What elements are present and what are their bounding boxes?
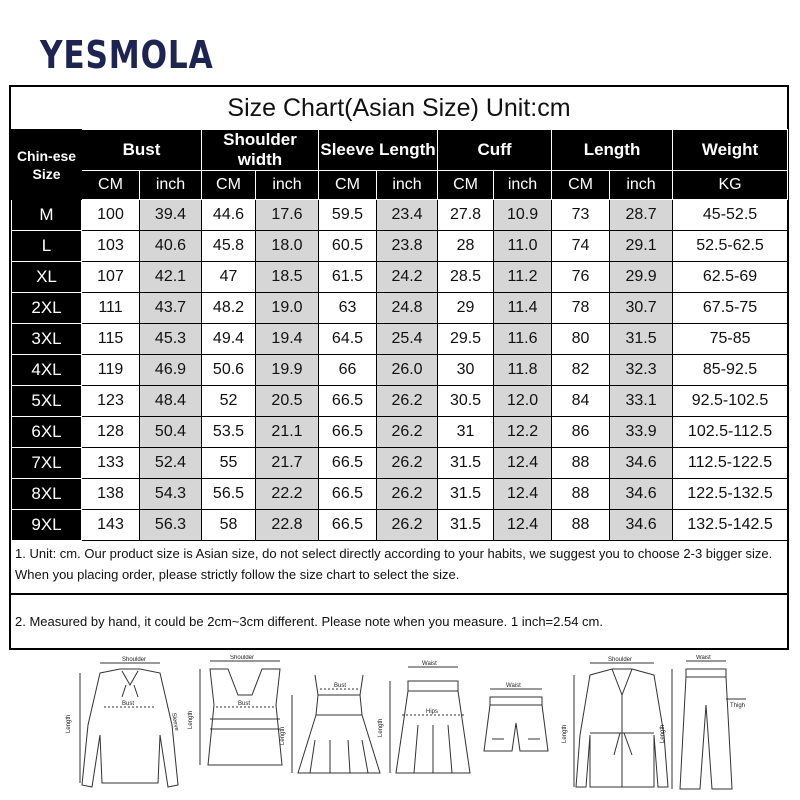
unit-header: KG xyxy=(673,171,788,200)
label-shoulder-2: Shoulder xyxy=(230,655,255,661)
weight-cell: 85-92.5 xyxy=(673,355,788,386)
cm-cell: 61.5 xyxy=(319,262,377,293)
cm-cell: 59.5 xyxy=(319,200,377,231)
cm-cell: 66.5 xyxy=(319,510,377,541)
unit-header: CM xyxy=(82,171,140,200)
cm-cell: 66.5 xyxy=(319,386,377,417)
size-label: XL xyxy=(12,262,82,293)
unit-header: inch xyxy=(256,171,319,200)
label-length-1: Length xyxy=(66,714,72,733)
cm-cell: 48.2 xyxy=(202,293,256,324)
brand-logo: YESMOLA xyxy=(40,33,214,77)
table-body xyxy=(12,200,788,541)
weight-cell: 45-52.5 xyxy=(673,200,788,231)
inch-cell: 12.4 xyxy=(494,448,552,479)
size-label: 6XL xyxy=(12,417,82,448)
inch-cell: 22.2 xyxy=(256,479,319,510)
cm-cell: 31.5 xyxy=(438,479,494,510)
table-row xyxy=(12,262,788,293)
inch-cell: 23.8 xyxy=(377,231,438,262)
cm-cell: 84 xyxy=(552,386,610,417)
inch-cell: 42.1 xyxy=(140,262,202,293)
inch-cell: 50.4 xyxy=(140,417,202,448)
inch-cell: 22.8 xyxy=(256,510,319,541)
inch-cell: 39.4 xyxy=(140,200,202,231)
cm-cell: 45.8 xyxy=(202,231,256,262)
note-unit: 1. Unit: cm. Our product size is Asian size, do not select directly according to your habits, we suggest you to choose 2-3 bigger size. When you placing order, please strictly follow the size chart to select the size. xyxy=(11,543,787,595)
label-length-2: Length xyxy=(188,710,194,729)
inch-cell: 19.4 xyxy=(256,324,319,355)
inch-cell: 48.4 xyxy=(140,386,202,417)
inch-cell: 11.6 xyxy=(494,324,552,355)
cm-cell: 103 xyxy=(82,231,140,262)
inch-cell: 19.9 xyxy=(256,355,319,386)
inch-cell: 45.3 xyxy=(140,324,202,355)
cm-cell: 123 xyxy=(82,386,140,417)
table-row xyxy=(12,448,788,479)
cm-cell: 66.5 xyxy=(319,479,377,510)
inch-cell: 12.0 xyxy=(494,386,552,417)
unit-header: inch xyxy=(377,171,438,200)
cm-cell: 47 xyxy=(202,262,256,293)
cm-cell: 64.5 xyxy=(319,324,377,355)
inch-cell: 10.9 xyxy=(494,200,552,231)
weight-cell: 112.5-122.5 xyxy=(673,448,788,479)
label-waist-7: Waist xyxy=(696,655,711,661)
cm-cell: 73 xyxy=(552,200,610,231)
cm-cell: 31 xyxy=(438,417,494,448)
cm-cell: 30 xyxy=(438,355,494,386)
inch-cell: 40.6 xyxy=(140,231,202,262)
table-row xyxy=(12,324,788,355)
cm-cell: 66 xyxy=(319,355,377,386)
inch-cell: 21.7 xyxy=(256,448,319,479)
label-length-7: Length xyxy=(660,724,666,743)
cm-cell: 49.4 xyxy=(202,324,256,355)
weight-cell: 132.5-142.5 xyxy=(673,510,788,541)
cm-cell: 63 xyxy=(319,293,377,324)
inch-cell: 20.5 xyxy=(256,386,319,417)
size-table xyxy=(11,129,788,541)
size-label: 7XL xyxy=(12,448,82,479)
skirt-diagram xyxy=(390,667,470,773)
weight-cell: 102.5-112.5 xyxy=(673,417,788,448)
size-label: 9XL xyxy=(12,510,82,541)
inch-cell: 12.2 xyxy=(494,417,552,448)
cm-cell: 56.5 xyxy=(202,479,256,510)
inch-cell: 29.1 xyxy=(610,231,673,262)
inch-cell: 26.2 xyxy=(377,386,438,417)
cm-cell: 53.5 xyxy=(202,417,256,448)
table-row xyxy=(12,200,788,231)
cm-cell: 100 xyxy=(82,200,140,231)
cm-cell: 28.5 xyxy=(438,262,494,293)
label-bust-3: Bust xyxy=(334,683,347,689)
cm-cell: 88 xyxy=(552,479,610,510)
cm-cell: 44.6 xyxy=(202,200,256,231)
inch-cell: 23.4 xyxy=(377,200,438,231)
garment-diagrams xyxy=(60,655,760,795)
group-header-weight: Weight xyxy=(673,130,788,171)
inch-cell: 28.7 xyxy=(610,200,673,231)
inch-cell: 43.7 xyxy=(140,293,202,324)
table-row xyxy=(12,386,788,417)
cm-cell: 80 xyxy=(552,324,610,355)
group-header-sleeve-length: Sleeve Length xyxy=(319,130,438,171)
label-shoulder-1: Shoulder xyxy=(122,657,147,663)
size-chart xyxy=(9,85,789,650)
cm-cell: 55 xyxy=(202,448,256,479)
cm-cell: 31.5 xyxy=(438,448,494,479)
group-header-shoulder-width: Shoulder width xyxy=(202,130,319,171)
weight-cell: 52.5-62.5 xyxy=(673,231,788,262)
cm-cell: 74 xyxy=(552,231,610,262)
weight-cell: 75-85 xyxy=(673,324,788,355)
inch-cell: 56.3 xyxy=(140,510,202,541)
table-row xyxy=(12,355,788,386)
inch-cell: 25.4 xyxy=(377,324,438,355)
label-bust-2: Bust xyxy=(238,701,251,707)
cm-cell: 88 xyxy=(552,448,610,479)
inch-cell: 11.2 xyxy=(494,262,552,293)
inch-cell: 31.5 xyxy=(610,324,673,355)
label-waist-4: Waist xyxy=(422,661,437,667)
cm-cell: 107 xyxy=(82,262,140,293)
unit-header: inch xyxy=(610,171,673,200)
label-length-4: Length xyxy=(378,718,384,737)
cm-cell: 66.5 xyxy=(319,417,377,448)
cm-cell: 29.5 xyxy=(438,324,494,355)
weight-cell: 62.5-69 xyxy=(673,262,788,293)
table-header-units xyxy=(12,171,788,200)
size-label: M xyxy=(12,200,82,231)
inch-cell: 46.9 xyxy=(140,355,202,386)
inch-cell: 26.0 xyxy=(377,355,438,386)
inch-cell: 34.6 xyxy=(610,479,673,510)
inch-cell: 11.4 xyxy=(494,293,552,324)
cm-cell: 82 xyxy=(552,355,610,386)
inch-cell: 26.2 xyxy=(377,417,438,448)
cm-cell: 28 xyxy=(438,231,494,262)
cm-cell: 29 xyxy=(438,293,494,324)
coat-diagram xyxy=(574,663,668,787)
cm-cell: 128 xyxy=(82,417,140,448)
inch-cell: 19.0 xyxy=(256,293,319,324)
inch-cell: 34.6 xyxy=(610,448,673,479)
inch-cell: 26.2 xyxy=(377,448,438,479)
inch-cell: 24.2 xyxy=(377,262,438,293)
unit-header: CM xyxy=(552,171,610,200)
weight-cell: 122.5-132.5 xyxy=(673,479,788,510)
label-shoulder-6: Shoulder xyxy=(608,657,633,663)
inch-cell: 18.5 xyxy=(256,262,319,293)
cm-cell: 86 xyxy=(552,417,610,448)
cm-cell: 111 xyxy=(82,293,140,324)
unit-header: CM xyxy=(438,171,494,200)
cm-cell: 50.6 xyxy=(202,355,256,386)
cm-cell: 66.5 xyxy=(319,448,377,479)
cm-cell: 31.5 xyxy=(438,510,494,541)
size-label: L xyxy=(12,231,82,262)
table-header-groups xyxy=(12,130,788,171)
cm-cell: 115 xyxy=(82,324,140,355)
table-row xyxy=(12,231,788,262)
cm-cell: 88 xyxy=(552,510,610,541)
cm-cell: 52 xyxy=(202,386,256,417)
inch-cell: 29.9 xyxy=(610,262,673,293)
inch-cell: 32.3 xyxy=(610,355,673,386)
chart-title: Size Chart(Asian Size) Unit:cm xyxy=(227,94,571,122)
unit-header: CM xyxy=(319,171,377,200)
label-length-6: Length xyxy=(562,724,568,743)
group-header-bust: Bust xyxy=(82,130,202,171)
inch-cell: 26.2 xyxy=(377,479,438,510)
table-row xyxy=(12,417,788,448)
table-row xyxy=(12,479,788,510)
table-row xyxy=(12,510,788,541)
cm-cell: 78 xyxy=(552,293,610,324)
inch-cell: 54.3 xyxy=(140,479,202,510)
shorts-diagram xyxy=(484,689,548,751)
size-label: 4XL xyxy=(12,355,82,386)
label-length-3: Length xyxy=(280,726,286,745)
garment-diagrams-svg xyxy=(60,655,760,795)
inch-cell: 11.8 xyxy=(494,355,552,386)
group-header-cuff: Cuff xyxy=(438,130,552,171)
cm-cell: 119 xyxy=(82,355,140,386)
inch-cell: 33.9 xyxy=(610,417,673,448)
inch-cell: 21.1 xyxy=(256,417,319,448)
cm-cell: 76 xyxy=(552,262,610,293)
label-hips-4: Hips xyxy=(426,709,439,715)
inch-cell: 26.2 xyxy=(377,510,438,541)
cm-cell: 133 xyxy=(82,448,140,479)
group-header-length: Length xyxy=(552,130,673,171)
size-label: 3XL xyxy=(12,324,82,355)
label-sleeve-1: Sleeve xyxy=(170,712,180,732)
inch-cell: 11.0 xyxy=(494,231,552,262)
inch-cell: 12.4 xyxy=(494,479,552,510)
inch-cell: 30.7 xyxy=(610,293,673,324)
size-label: 5XL xyxy=(12,386,82,417)
label-thigh-7: Thigh xyxy=(730,703,746,709)
blouse-diagram xyxy=(80,663,178,787)
table-row xyxy=(12,293,788,324)
cm-cell: 58 xyxy=(202,510,256,541)
tank-top-diagram xyxy=(200,661,282,765)
cm-cell: 138 xyxy=(82,479,140,510)
inch-cell: 18.0 xyxy=(256,231,319,262)
size-column-header: Chin-ese Size xyxy=(12,130,82,200)
cm-cell: 27.8 xyxy=(438,200,494,231)
size-label: 8XL xyxy=(12,479,82,510)
cm-cell: 30.5 xyxy=(438,386,494,417)
inch-cell: 34.6 xyxy=(610,510,673,541)
note-measurement: 2. Measured by hand, it could be 2cm~3cm different. Please note when you measure. 1 inch=2.54 cm. xyxy=(15,614,603,629)
label-bust-1: Bust xyxy=(122,701,135,707)
unit-header: CM xyxy=(202,171,256,200)
weight-cell: 92.5-102.5 xyxy=(673,386,788,417)
cm-cell: 143 xyxy=(82,510,140,541)
size-label: 2XL xyxy=(12,293,82,324)
inch-cell: 52.4 xyxy=(140,448,202,479)
inch-cell: 12.4 xyxy=(494,510,552,541)
unit-header: inch xyxy=(140,171,202,200)
unit-header: inch xyxy=(494,171,552,200)
strap-dress-diagram xyxy=(292,675,380,773)
inch-cell: 33.1 xyxy=(610,386,673,417)
inch-cell: 24.8 xyxy=(377,293,438,324)
pants-diagram xyxy=(672,661,746,789)
weight-cell: 67.5-75 xyxy=(673,293,788,324)
label-waist-5: Waist xyxy=(506,683,521,689)
cm-cell: 60.5 xyxy=(319,231,377,262)
inch-cell: 17.6 xyxy=(256,200,319,231)
